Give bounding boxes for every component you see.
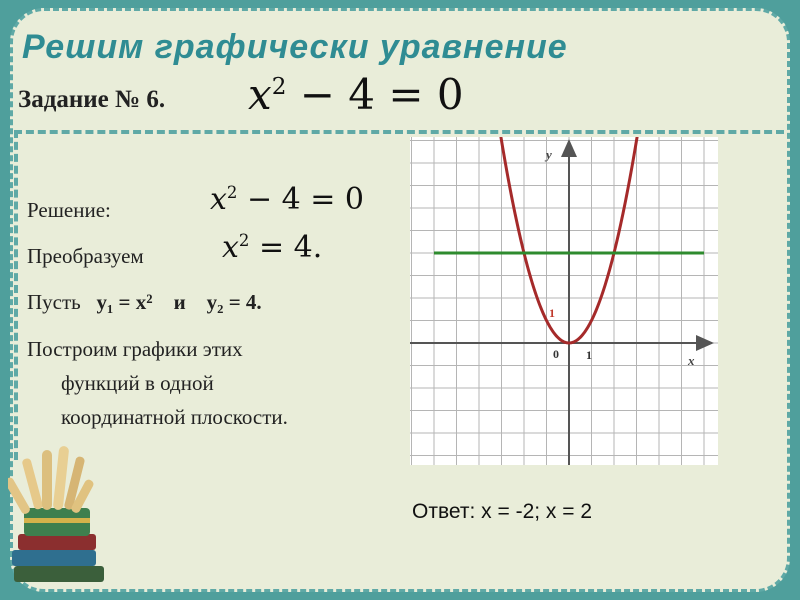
header-divider	[14, 130, 784, 134]
coordinate-plane	[410, 137, 718, 465]
y-unit-label: 1	[549, 306, 555, 320]
let-prefix: Пусть	[27, 290, 81, 314]
solution-label: Решение:	[27, 198, 111, 222]
graph-panel	[410, 137, 718, 465]
y1-definition: y₁ = x²	[96, 290, 153, 314]
build-text	[27, 332, 288, 434]
build-line-1: Построим графики этих	[27, 337, 243, 361]
let-line	[27, 290, 262, 315]
x-unit-label: 1	[586, 348, 592, 362]
left-divider	[14, 130, 18, 460]
solution-equation: $x^2 - 4 = 0$	[210, 182, 365, 217]
slide-title: Решим графически уравнение	[22, 28, 568, 66]
task-label: Задание № 6.	[18, 86, 166, 113]
grid-lines	[410, 137, 718, 465]
books-scrolls-icon	[8, 438, 108, 588]
y2-definition: y₂ = 4.	[206, 290, 262, 314]
answer-text: Ответ: х = -2; х = 2	[412, 500, 593, 523]
build-line-3: координатной плоскости.	[61, 405, 288, 429]
y-axis-label: y	[546, 147, 552, 162]
task-equation: $x^2 - 4 = 0$	[248, 70, 464, 119]
build-line-2: функций в одной	[61, 371, 214, 395]
origin-label: 0	[553, 347, 559, 361]
and-word: и	[173, 290, 186, 314]
transform-equation: $x^2 = 4$.	[222, 230, 323, 265]
x-axis-label: x	[688, 353, 695, 368]
transform-label: Преобразуем	[27, 244, 144, 268]
